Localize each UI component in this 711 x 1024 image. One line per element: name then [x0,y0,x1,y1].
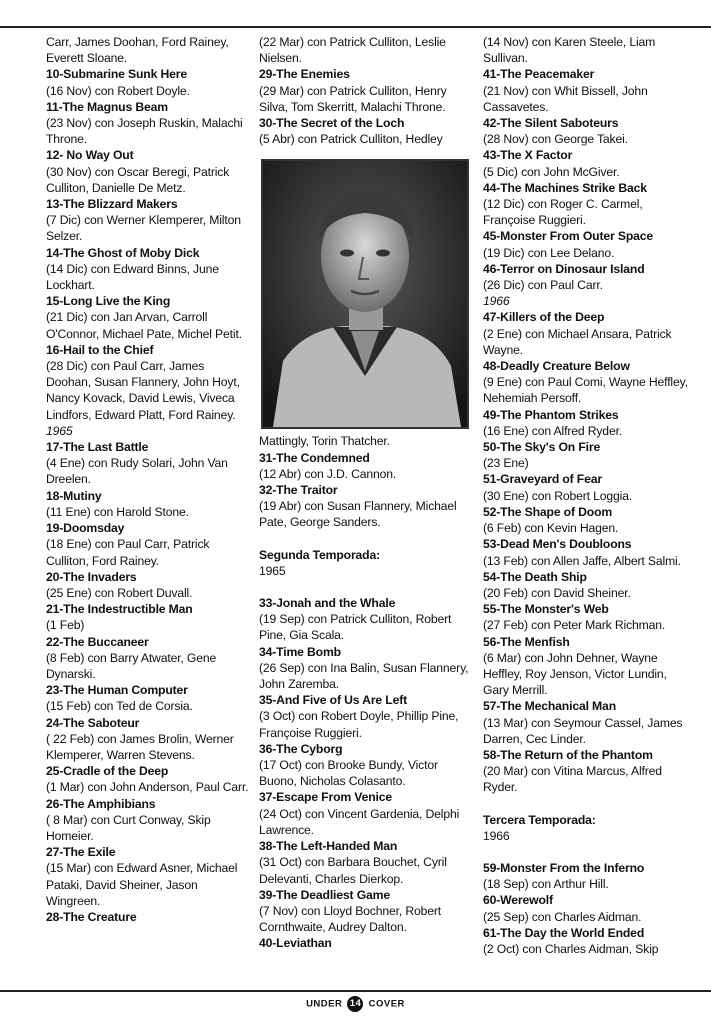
episode-entry [483,261,688,293]
episode-details: (6 Feb) con Kevin Hagen. [483,521,619,536]
episode-title: 49-The Phantom Strikes [483,407,619,422]
episode-details: Carr, James Doohan, Ford Rainey, Everett Sloane. [46,35,229,66]
episode-details: (21 Dic) con Jan Arvan, Carroll O'Connor, Michael Pate, Michel Petit. [46,310,242,341]
episode-title: 20-The Invaders [46,569,137,584]
episode-title: 24-The Saboteur [46,715,140,730]
footer-right-text: COVER [368,998,405,1010]
episode-entry [46,569,251,601]
episode-details: (18 Ene) con Paul Carr, Patrick Culliton, Ford Rainey. [46,537,210,568]
episode-entry [483,439,688,471]
episode-details: (6 Mar) con John Dehner, Wayne Heffley, Roy Jenson, Victor Lundin, Gary Merrill. [483,650,667,698]
episode-title: 61-The Day the World Ended [483,925,645,940]
episode-title: 34-Time Bomb [259,644,341,659]
episode-entry [483,147,688,179]
episode-details: (23 Nov) con Joseph Ruskin, Malachi Throne. [46,116,243,147]
year-marker: 1965 [46,423,73,438]
episode-title: 21-The Indestructible Man [46,602,193,617]
episode-title: 25-Cradle of the Deep [46,764,169,779]
episode-title: 30-The Secret of the Loch [259,116,405,131]
episode-entry [483,925,688,957]
episode-entry [259,482,471,531]
episode-entry [259,115,471,147]
episode-details: ( 22 Feb) con James Brolin, Werner Klemperer, Warren Stevens. [46,731,234,762]
episode-details: (22 Mar) con Patrick Culliton, Leslie Nielsen. [259,35,446,66]
column-2 [259,34,471,952]
episode-entry [483,634,688,699]
episode-details: (8 Feb) con Barry Atwater, Gene Dynarski. [46,650,217,681]
episode-entry [259,692,471,741]
episode-title: 41-The Peacemaker [483,67,595,82]
episode-entry [483,115,688,147]
episode-entry [46,147,251,196]
episode-title: 35-And Five of Us Are Left [259,693,408,708]
episode-title: 59-Monster From the Inferno [483,860,645,875]
episode-entry [46,520,251,569]
episode-details: (24 Oct) con Vincent Gardenia, Delphi Lawrence. [259,806,460,837]
episode-details: (18 Sep) con Arthur Hill. [483,877,609,892]
episode-title: 14-The Ghost of Moby Dick [46,245,200,260]
episode-details: (1 Mar) con John Anderson, Paul Carr. [46,780,249,795]
episode-entry [259,741,471,790]
episode-details: (19 Sep) con Patrick Culliton, Robert Pine, Gia Scala. [259,612,452,643]
episode-entry [46,34,251,66]
episode-details: (27 Feb) con Peter Mark Richman. [483,618,666,633]
episode-title: 50-The Sky's On Fire [483,440,601,455]
episode-entry [46,909,251,925]
episode-details: (16 Ene) con Alfred Ryder. [483,423,623,438]
episode-entry [46,439,251,488]
column-3 [483,34,688,957]
spacer [483,844,688,860]
episode-entry [46,844,251,909]
episode-details: (29 Mar) con Patrick Culliton, Henry Silva, Tom Skerritt, Malachi Throne. [259,83,447,114]
episode-title: 48-Deadly Creature Below [483,359,630,374]
episode-details: Mattingly, Torin Thatcher. [259,434,390,449]
episode-entry [483,358,688,407]
episode-entry [46,715,251,764]
episode-details: (30 Ene) con Robert Loggia. [483,488,633,503]
episode-title: 32-The Traitor [259,483,338,498]
episode-title: 13-The Blizzard Makers [46,197,178,212]
episode-entry [259,644,471,693]
episode-entry [483,34,688,66]
episode-entry [483,180,688,229]
episode-details: (16 Nov) con Robert Doyle. [46,83,190,98]
episode-entry [483,309,688,358]
episode-details: (31 Oct) con Barbara Bouchet, Cyril Delevanti, Charles Dierkop. [259,855,447,886]
episode-details: (2 Ene) con Michael Ansara, Patrick Wayne. [483,326,672,357]
episode-entry [483,407,688,439]
episode-entry [483,569,688,601]
episode-title: 40-Leviathan [259,936,332,951]
episode-entry [483,860,688,892]
episode-entry [483,504,688,536]
episode-title: 29-The Enemies [259,67,350,82]
episode-entry [46,682,251,714]
episode-title: 31-The Condemned [259,450,370,465]
episode-entry [259,595,471,644]
season-year: 1965 [259,563,286,578]
episode-entry [46,796,251,845]
episode-entry [259,838,471,887]
episode-title: 22-The Buccaneer [46,634,149,649]
episode-title: 19-Doomsday [46,521,125,536]
episode-details: (14 Nov) con Karen Steele, Liam Sullivan. [483,35,656,66]
episode-details: (12 Abr) con J.D. Cannon. [259,466,397,481]
episode-details: (20 Feb) con David Sheiner. [483,585,631,600]
episode-details: (13 Feb) con Allen Jaffe, Albert Salmi. [483,553,681,568]
episode-entry [483,66,688,115]
episode-details: (21 Nov) con Whit Bissell, John Cassavetes. [483,83,648,114]
episode-entry [483,471,688,503]
episode-entry [483,601,688,633]
episode-title: 56-The Menfish [483,634,570,649]
episode-entry [259,789,471,838]
episode-details: (5 Dic) con John McGiver. [483,164,620,179]
episode-details: (25 Sep) con Charles Aidman. [483,909,642,924]
episode-entry [259,935,471,951]
episode-title: 27-The Exile [46,845,116,860]
episode-details: (25 Ene) con Robert Duvall. [46,585,193,600]
actor-photo [261,159,469,429]
episode-details: (13 Mar) con Seymour Cassel, James Darren, Cec Linder. [483,715,683,746]
episode-title: 57-The Mechanical Man [483,699,616,714]
page-number: 14 [347,996,363,1012]
episode-details: (15 Mar) con Edward Asner, Michael Pataki, David Sheiner, Jason Wingreen. [46,861,238,908]
episode-details: (19 Dic) con Lee Delano. [483,245,615,260]
column-2-top [259,34,471,147]
episode-details: (19 Abr) con Susan Flannery, Michael Pate, George Sanders. [259,499,457,530]
episode-entry [259,433,471,449]
episode-title: 15-Long Live the King [46,294,171,309]
episode-title: 23-The Human Computer [46,683,188,698]
episode-entry [259,887,471,936]
column-1 [46,34,251,925]
episode-title: 45-Monster From Outer Space [483,229,654,244]
spacer [259,579,471,595]
episode-entry [46,601,251,633]
episode-entry [46,634,251,683]
episode-details: (14 Dic) con Edward Binns, June Lockhart. [46,261,219,293]
episode-title: 42-The Silent Saboteurs [483,116,619,131]
episode-entry [483,228,688,260]
episode-details: (2 Oct) con Charles Aidman, Skip [483,941,659,956]
episode-entry [46,488,251,520]
page-footer [0,996,711,1012]
episode-title: 60-Werewolf [483,893,553,908]
episode-title: 53-Dead Men's Doubloons [483,537,632,552]
season-heading: Segunda Temporada: [259,547,380,562]
episode-details: (11 Ene) con Harold Stone. [46,504,189,519]
episode-title: 58-The Return of the Phantom [483,747,653,762]
episode-title: 16-Hail to the Chief [46,342,154,357]
episode-title: 55-The Monster's Web [483,602,609,617]
episode-title: 17-The Last Battle [46,440,149,455]
episode-details: (7 Dic) con Werner Klemperer, Milton Selzer. [46,213,241,244]
episode-title: 44-The Machines Strike Back [483,180,647,195]
episode-entry [483,698,688,747]
episode-entry [46,342,251,423]
episode-entry [46,196,251,245]
episode-details: (4 Ene) con Rudy Solari, John Van Dreelen. [46,456,228,487]
episode-entry [46,763,251,795]
episode-title: 43-The X Factor [483,148,573,163]
episode-details: (3 Oct) con Robert Doyle, Phillip Pine, Françoise Ruggieri. [259,709,459,740]
episode-details: (28 Nov) con George Takei. [483,132,628,147]
column-2-bottom [259,433,471,951]
episode-details: (28 Dic) con Paul Carr, James Doohan, Susan Flannery, John Hoyt, Nancy Kovack, David Lewis, Viveca Lindfors, Edward Platt, Ford Rainey. [46,359,240,422]
episode-title: 54-The Death Ship [483,569,587,584]
bottom-rule [0,990,711,992]
episode-title: 51-Graveyard of Fear [483,472,602,487]
episode-details: (5 Abr) con Patrick Culliton, Hedley [259,132,443,147]
episode-title: 52-The Shape of Doom [483,504,613,519]
episode-details: (17 Oct) con Brooke Bundy, Victor Buono, Nicholas Colasanto. [259,758,438,789]
episode-details: (12 Dic) con Roger C. Carmel, Françoise Ruggieri. [483,197,643,228]
episode-title: 12- No Way Out [46,148,134,163]
episode-title: 18-Mutiny [46,488,102,503]
episode-title: 28-The Creature [46,909,137,924]
episode-entry [483,536,688,568]
episode-entry [483,747,688,796]
episode-details: (1 Feb) [46,618,85,633]
episode-title: 47-Killers of the Deep [483,310,605,325]
episode-entry [259,450,471,482]
spacer [483,796,688,812]
episode-details: (9 Ene) con Paul Comi, Wayne Heffley, Nehemiah Persoff. [483,375,688,406]
episode-details: (23 Ene) [483,456,529,471]
episode-title: 37-Escape From Venice [259,790,393,805]
episode-details: (7 Nov) con Lloyd Bochner, Robert Cornthwaite, Audrey Dalton. [259,903,442,935]
episode-title: 39-The Deadliest Game [259,887,390,902]
episode-details: (26 Dic) con Paul Carr. [483,278,603,293]
episode-title: 36-The Cyborg [259,741,343,756]
episode-title: 33-Jonah and the Whale [259,596,396,611]
episode-entry [46,293,251,342]
year-marker: 1966 [483,294,510,309]
episode-details: (26 Sep) con Ina Balin, Susan Flannery, John Zaremba. [259,660,469,692]
episode-entry [46,99,251,148]
episode-title: 26-The Amphibians [46,796,156,811]
season-heading: Tercera Temporada: [483,812,596,827]
top-rule [0,26,711,28]
episode-title: 46-Terror on Dinosaur Island [483,261,645,276]
footer-left-text: UNDER [306,998,343,1010]
episode-entry [259,34,471,66]
episode-entry [259,66,471,115]
season-year: 1966 [483,828,510,843]
episode-title: 11-The Magnus Beam [46,99,168,114]
episode-details: (15 Feb) con Ted de Corsia. [46,699,193,714]
spacer [259,531,471,547]
episode-title: 38-The Left-Handed Man [259,839,398,854]
episode-details: (20 Mar) con Vitina Marcus, Alfred Ryder. [483,764,662,795]
episode-entry [46,245,251,294]
episode-title: 10-Submarine Sunk Here [46,67,187,82]
episode-details: (30 Nov) con Oscar Beregi, Patrick Culliton, Danielle De Metz. [46,164,230,195]
episode-entry [46,66,251,98]
episode-entry [483,892,688,924]
actor-photo-image [263,161,467,427]
episode-details: ( 8 Mar) con Curt Conway, Skip Homeier. [46,812,211,843]
